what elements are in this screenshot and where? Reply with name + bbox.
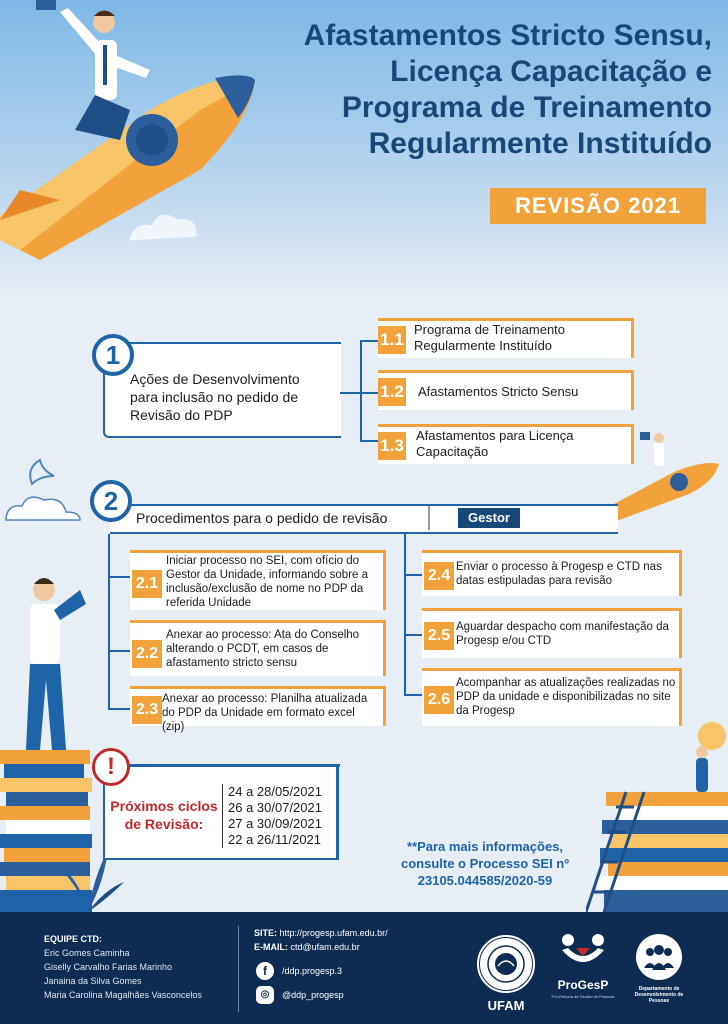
site-label: SITE: — [254, 928, 278, 938]
site-line — [254, 928, 388, 938]
team-member: Eric Gomes Caminha — [44, 948, 130, 958]
step-number: 2.2 — [132, 640, 162, 668]
team-member: Maria Carolina Magalhães Vasconcelos — [44, 990, 202, 1000]
progesp-logo-subtitle: Pró-Reitoria de Gestão de Pessoas — [551, 994, 615, 999]
cycles-label: Próximos ciclos de Revisão: — [110, 798, 218, 832]
team-title: EQUIPE CTD: — [44, 934, 103, 944]
instagram-handle[interactable]: @ddp_progesp — [282, 990, 344, 1000]
section1-main-text: Ações de Desenvolvimento para inclusão no pedido de Revisão do PDP — [130, 371, 300, 423]
step-text: Anexar ao processo: Ata do Conselho alterando o PCDT, em casos de afastamento stricto sensu — [166, 629, 360, 669]
title-line: Programa de Treinamento — [341, 91, 712, 124]
ufam-logo-text: UFAM — [487, 998, 525, 1013]
option-text: Programa de Treinamento Regularmente Instituído — [414, 322, 566, 353]
section1-number: 1 — [92, 334, 134, 376]
title-line: Licença Capacitação e — [390, 55, 712, 88]
section2-number: 2 — [90, 480, 132, 522]
connector-line — [108, 534, 110, 710]
email-label: E-MAIL: — [254, 942, 288, 952]
connector-line — [108, 650, 130, 652]
option-number: 1.3 — [378, 432, 406, 460]
step-text: Enviar o processo à Progesp e CTD nas datas estipuladas para revisão — [456, 561, 662, 587]
section2-label: Procedimentos para o pedido de revisão — [136, 510, 388, 526]
poster-title — [192, 18, 712, 162]
team-member: Giselly Carvalho Farias Marinho — [44, 962, 173, 972]
divider — [238, 926, 239, 1012]
cloud-moon-decoration — [0, 456, 96, 526]
option-number: 1.1 — [378, 326, 406, 354]
email-link[interactable]: ctd@ufam.edu.br — [290, 942, 360, 952]
ddp-logo-text: Departamento de Desenvolvimento de Pessoas — [634, 986, 684, 1004]
cycle-date: 27 a 30/09/2021 — [228, 816, 322, 831]
step-text: Anexar ao processo: Planilha atualizada do PDP da Unidade em formato excel (zip) — [162, 693, 368, 733]
facebook-icon[interactable]: f — [256, 962, 274, 980]
divider — [222, 784, 223, 848]
step-text: Aguardar despacho com manifestação da Progesp e/ou CTD — [456, 621, 669, 647]
connector-line — [404, 574, 422, 576]
connector-line — [108, 708, 130, 710]
facebook-handle[interactable]: /ddp.progesp.3 — [282, 966, 343, 976]
step-text: Iniciar processo no SEI, com ofício do Gestor da Unidade, informando sobre a inclusão/exclusão de nome no PDP da referida Unidade — [166, 555, 369, 609]
site-url-link[interactable]: http://progesp.ufam.edu.br/ — [279, 928, 388, 938]
team-member: Janaina da Silva Gomes — [44, 976, 142, 986]
books-ladder-illustration — [586, 712, 728, 912]
connector-line — [360, 340, 362, 442]
connector-line — [404, 694, 422, 696]
email-line — [254, 942, 360, 952]
step-number: 2.6 — [424, 686, 454, 714]
connector-line — [404, 634, 422, 636]
connector-line — [360, 440, 378, 442]
step-text: Acompanhar as atualizações realizadas no PDP da unidade e disponibilizadas no site da Progesp — [456, 677, 676, 717]
people-group-icon — [642, 942, 676, 972]
divider — [428, 506, 430, 530]
step-number: 2.1 — [132, 570, 162, 598]
step-number: 2.3 — [132, 696, 162, 724]
title-line: Afastamentos Stricto Sensu, — [303, 19, 712, 52]
instagram-icon[interactable]: ◎ — [256, 986, 274, 1004]
progesp-logo-text: ProGesP — [557, 978, 609, 992]
cycle-date: 22 a 26/11/2021 — [228, 832, 322, 847]
connector-line — [404, 534, 406, 696]
connector-line — [360, 392, 378, 394]
cycle-date: 26 a 30/07/2021 — [228, 800, 322, 815]
exclamation-icon: ! — [92, 748, 130, 786]
step-number: 2.5 — [424, 622, 454, 650]
cycle-date: 24 a 28/05/2021 — [228, 784, 322, 799]
progesp-logo-icon — [558, 930, 608, 972]
step-number: 2.4 — [424, 562, 454, 590]
option-text: Afastamentos Stricto Sensu — [418, 384, 579, 399]
option-number: 1.2 — [378, 378, 406, 406]
more-info-note: **Para mais informações, consulte o Processo SEI nº 23105.044585/2020-59 — [400, 839, 570, 888]
revision-badge: REVISÃO 2021 — [490, 188, 706, 224]
connector-line — [128, 764, 340, 767]
option-text: Afastamentos para Licença Capacitação — [416, 428, 574, 459]
role-badge: Gestor — [458, 508, 520, 528]
connector-line — [108, 576, 130, 578]
connector-line — [360, 340, 378, 342]
ufam-seal-emblem — [486, 944, 526, 984]
title-line: Regularmente Instituído — [368, 127, 712, 160]
